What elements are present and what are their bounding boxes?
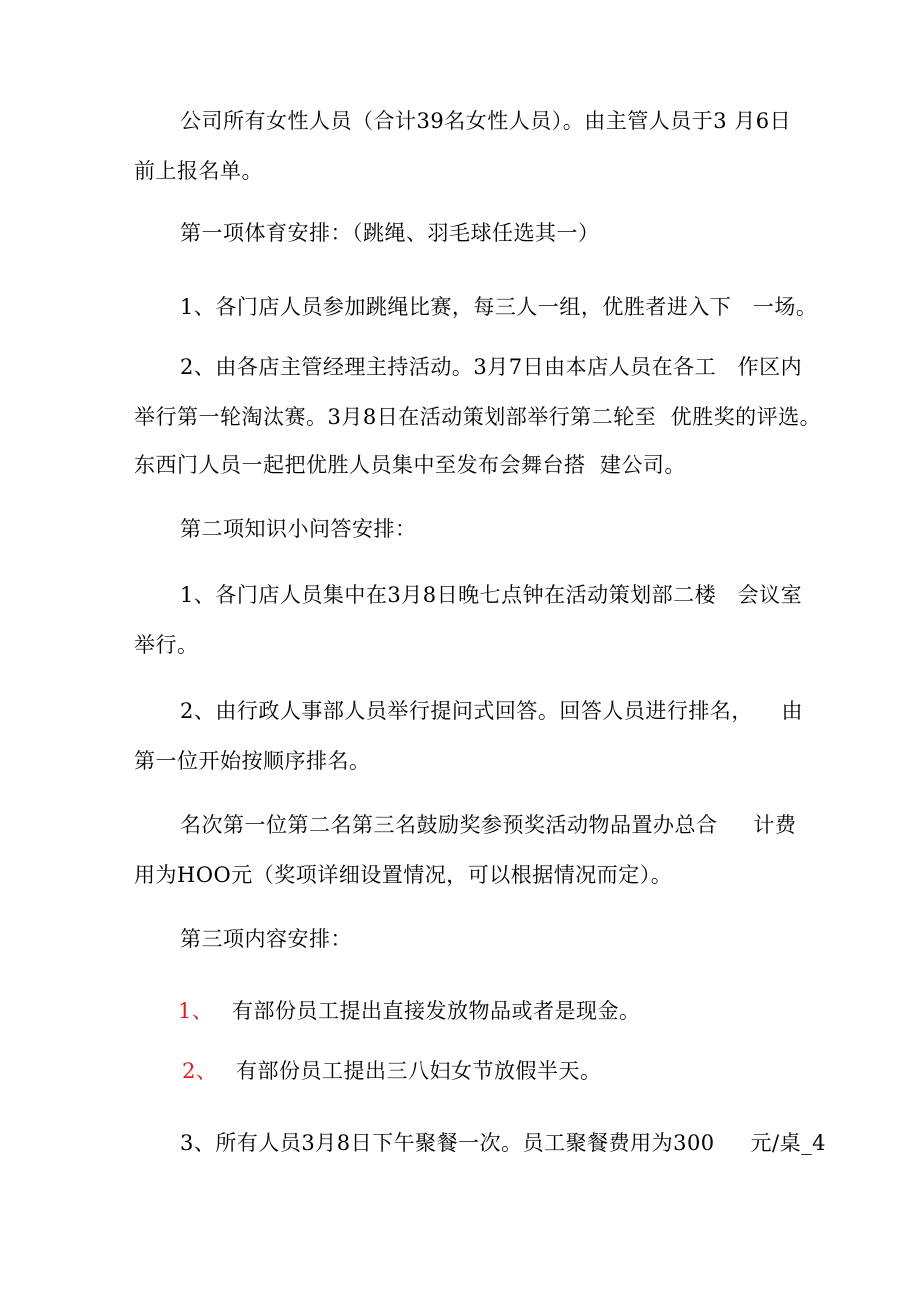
- paragraph-line: 1、各门店人员集中在3月8日晚七点钟在活动策划部二楼 会议室: [180, 583, 803, 607]
- paragraph-line: 举行第一轮淘汰赛。3月8日在活动策划部举行第二轮至 优胜奖的评选。: [134, 405, 822, 429]
- list-number-red: 2、: [182, 1059, 218, 1083]
- section-heading: 第三项内容安排：: [180, 927, 352, 951]
- paragraph-line: 3、所有人员3月8日下午聚餐一次。员工聚餐费用为300 元/桌_4: [180, 1131, 826, 1155]
- list-number-red: 1、: [178, 999, 214, 1023]
- paragraph-line: 2、由行政人事部人员举行提问式回答。回答人员进行排名， 由: [180, 699, 804, 723]
- list-item-text: 有部份员工提出三八妇女节放假半天。: [236, 1059, 602, 1083]
- paragraph-line: 1、各门店人员参加跳绳比赛，每三人一组，优胜者进入下 一场。: [180, 295, 818, 319]
- paragraph-line: 举行。: [134, 633, 199, 657]
- paragraph-line: 2、由各店主管经理主持活动。3月7日由本店人员在各工 作区内: [180, 355, 803, 379]
- section-heading: 第一项体育安排：（跳绳、羽毛球任选其一）: [180, 221, 600, 245]
- paragraph-line: 用为HOO元（奖项详细设置情况，可以根据情况而定）。: [134, 863, 673, 887]
- list-item-text: 有部份员工提出直接发放物品或者是现金。: [232, 999, 641, 1023]
- paragraph-line: 东西门人员一起把优胜人员集中至发布会舞台搭 建公司。: [134, 453, 686, 477]
- paragraph-line: 第一位开始按顺序排名。: [134, 749, 371, 773]
- paragraph-line: 公司所有女性人员（合计39名女性人员）。由主管人员于3 月6日: [180, 109, 792, 133]
- paragraph-line: 名次第一位第二名第三名鼓励奖参预奖活动物品置办总合 计费: [180, 813, 797, 837]
- section-heading: 第二项知识小问答安排：: [180, 517, 417, 541]
- paragraph-line: 前上报名单。: [134, 159, 263, 183]
